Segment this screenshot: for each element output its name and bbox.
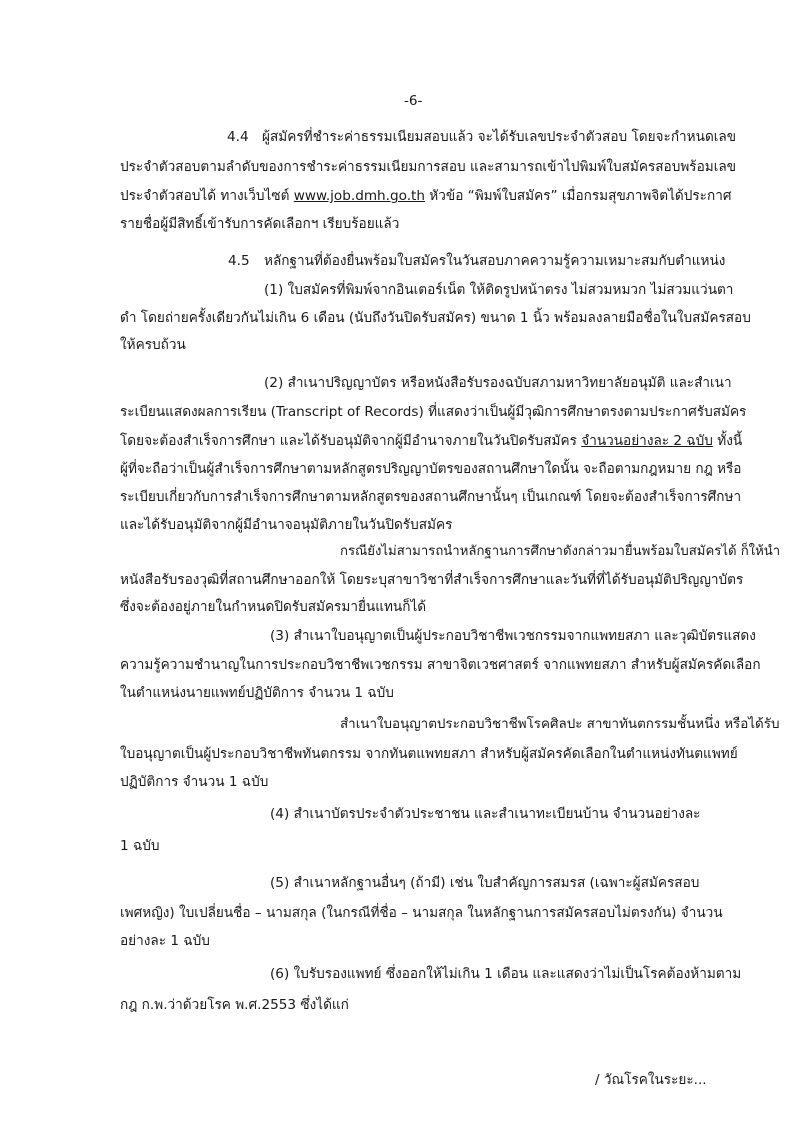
- sub-1-line-3: ให้ครบถ้วน: [120, 337, 186, 353]
- sub-2-line-1: (2) สำเนาปริญญาบัตร หรือหนังสือรับรองฉบับสภามหาวิทยาลัยอนุมัติ และสำเนา: [264, 375, 732, 391]
- sub-2-para-2-line-3: ซึ่งจะต้องอยู่ภายในกำหนดปิดรับสมัครมายื่นแทนก็ได้: [120, 599, 427, 615]
- sub-5-line-2: เพศหญิง) ใบเปลี่ยนชื่อ – นามสกุล (ในกรณีที่ชื่อ – นามสกุล ในหลักฐานการสมัครสอบไม่ตรงกัน) จำนวน: [120, 905, 723, 921]
- item-4-4-number: 4.4: [227, 129, 249, 145]
- sub-6-line-1: (6) ใบรับรองแพทย์ ซึ่งออกให้ไม่เกิน 1 เดือน และแสดงว่าไม่เป็นโรคต้องห้ามตาม: [270, 966, 742, 982]
- continuation-note: / วัณโรคในระยะ...: [595, 1072, 707, 1088]
- sub-2-line-4: ผู้ที่จะถือว่าเป็นผู้สำเร็จการศึกษาตามหลักสูตรปริญญาบัตรของสถานศึกษาใดนั้น จะถือตามกฎหมาย กฎ หรือ: [120, 461, 742, 477]
- sub-1-line-1: (1) ใบสมัครที่พิมพ์จากอินเตอร์เน็ต ให้ติดรูปหน้าตรง ไม่สวมหมวก ไม่สวมแว่นตา: [264, 282, 734, 298]
- sub-5-line-1: (5) สำเนาหลักฐานอื่นๆ (ถ้ามี) เช่น ใบสำคัญการสมรส (เฉพาะผู้สมัครสอบ: [270, 875, 700, 891]
- sub-3-para-2-line-2: ใบอนุญาตเป็นผู้ประกอบวิชาชีพทันตกรรม จากทันตแพทยสภา สำหรับผู้สมัครคัดเลือกในตำแหน่งทันตแพทย์: [120, 746, 738, 762]
- sub-6-line-2: กฎ ก.พ.ว่าด้วยโรค พ.ศ.2553 ซึ่งได้แก่: [120, 997, 349, 1013]
- website-link[interactable]: www.job.dmh.go.th: [293, 188, 425, 204]
- item-4-4-line-3-start: ประจำตัวสอบได้ ทางเว็บไซต์: [120, 188, 294, 204]
- sub-3-line-1: (3) สำเนาใบอนุญาตเป็นผู้ประกอบวิชาชีพเวชกรรมจากแพทยสภา และวุฒิบัตรแสดง: [270, 628, 756, 644]
- sub-2-para-2-line-1: กรณียังไม่สามารถนำหลักฐานการศึกษาดังกล่าวมายื่นพร้อมใบสมัครได้ ก็ให้นำ: [340, 544, 781, 559]
- sub-1-line-2: ดำ โดยถ่ายครั้งเดียวกันไม่เกิน 6 เดือน (นับถึงวันปิดรับสมัคร) ขนาด 1 นิ้ว พร้อมลงลายมือชื่อในใบสมัครสอบ: [120, 310, 751, 326]
- item-4-4-line-1: ผู้สมัครที่ชำระค่าธรรมเนียมสอบแล้ว จะได้รับเลขประจำตัวสอบ โดยจะกำหนดเลข: [262, 129, 737, 145]
- page-number: -6-: [404, 93, 423, 109]
- item-4-5-number: 4.5: [228, 253, 250, 269]
- sub-4-line-2: 1 ฉบับ: [120, 838, 160, 854]
- sub-2-line-3: [120, 430, 742, 452]
- sub-2-line-6: และได้รับอนุมัติจากผู้มีอำนาจอนุมัติภายในวันปิดรับสมัคร: [120, 517, 453, 533]
- item-4-4-line-2: ประจำตัวสอบตามลำดับของการชำระค่าธรรมเนียมการสอบ และสามารถเข้าไปพิมพ์ใบสมัครสอบพร้อมเลข: [120, 159, 737, 175]
- sub-2-para-2-line-2: หนังสือรับรองวุฒิที่สถานศึกษาออกให้ โดยระบุสาขาวิชาที่สำเร็จการศึกษาและวันที่ที่ได้รับอนุมัติปริญญาบัตร: [120, 572, 744, 588]
- sub-2-line-3-end: ทั้งนี้: [712, 433, 743, 449]
- sub-3-line-3: ในตำแหน่งนายแพทย์ปฏิบัติการ จำนวน 1 ฉบับ: [120, 685, 394, 701]
- sub-5-line-3: อย่างละ 1 ฉบับ: [120, 933, 210, 949]
- item-4-4-line-4: รายชื่อผู้มีสิทธิ์เข้ารับการคัดเลือกฯ เรียบร้อยแล้ว: [120, 216, 400, 232]
- item-4-5-heading: หลักฐานที่ต้องยื่นพร้อมใบสมัครในวันสอบภาคความรู้ความเหมาะสมกับตำแหน่ง: [264, 253, 726, 269]
- sub-2-line-5: ระเบียบเกี่ยวกับการสำเร็จการศึกษาตามหลักสูตรของสถานศึกษานั้นๆ เป็นเกณฑ์ โดยจะต้องสำเร็จการศึกษา: [120, 489, 742, 505]
- sub-2-line-2: ระเบียนแสดงผลการเรียน (Transcript of Records) ที่แสดงว่าเป็นผู้มีวุฒิการศึกษาตรงตามประกาศรับสมัคร: [120, 404, 747, 420]
- sub-3-line-2: ความรู้ความชำนาญในการประกอบวิชาชีพเวชกรรม สาขาจิตเวชศาสตร์ จากแพทยสภา สำหรับผู้สมัครคัดเลือก: [120, 657, 761, 673]
- sub-3-para-2-line-3: ปฏิบัติการ จำนวน 1 ฉบับ: [120, 774, 269, 790]
- item-4-4-line-3: [120, 185, 731, 207]
- sub-2-copies-underlined: จำนวนอย่างละ 2 ฉบับ: [581, 433, 713, 449]
- sub-4-line-1: (4) สำเนาบัตรประจำตัวประชาชน และสำเนาทะเบียนบ้าน จำนวนอย่างละ: [270, 806, 701, 822]
- item-4-4-line-3-end: หัวข้อ “พิมพ์ใบสมัคร” เมื่อกรมสุขภาพจิตได้ประกาศ: [424, 188, 732, 204]
- sub-2-line-3-start: โดยจะต้องสำเร็จการศึกษา และได้รับอนุมัติจากผู้มีอำนาจภายในวันปิดรับสมัคร: [120, 433, 582, 449]
- sub-3-para-2-line-1: สำเนาใบอนุญาตประกอบวิชาชีพโรคศิลปะ สาขาทันตกรรมชั้นหนึ่ง หรือได้รับ: [340, 717, 780, 732]
